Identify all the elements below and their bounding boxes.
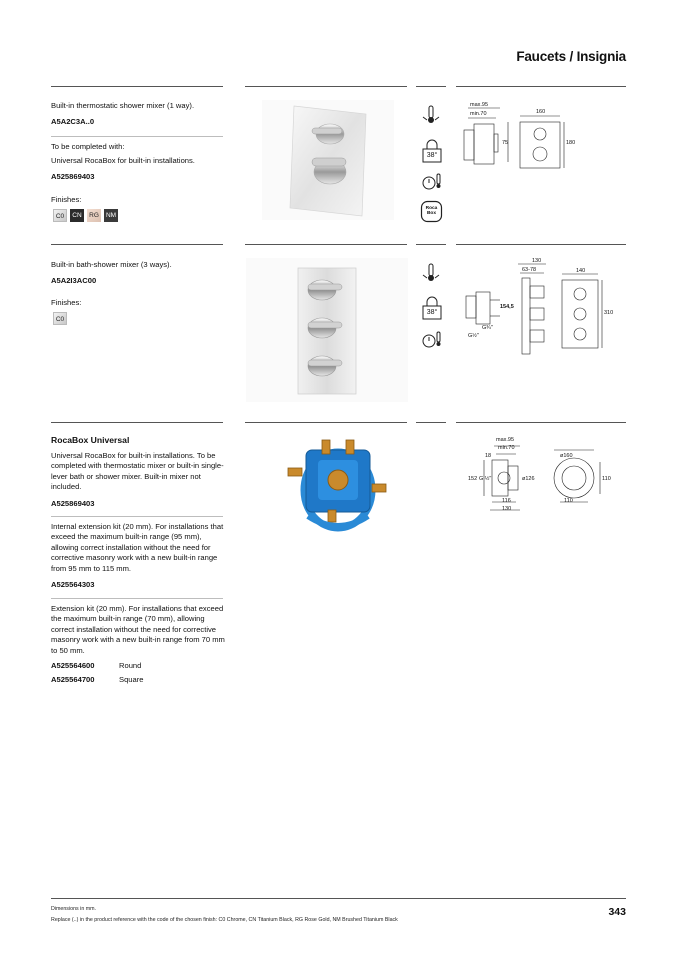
kit2-desc: Extension kit (20 mm). For installations that exceed the maximum built-in range (70 mm), allowing correct installation without the need for corrective masonry work with a new built-in range from 70 mm to 50 mm. (51, 604, 225, 655)
product1-finishes-label: Finishes: (51, 195, 82, 204)
section-rule (51, 422, 223, 423)
kit1-ref: A525564303 (51, 580, 95, 589)
footer-dims-note: Dimensions in mm. (51, 906, 97, 912)
finish-swatch-c0: C0 (53, 209, 67, 222)
product2-photo (246, 258, 408, 402)
section-rule (51, 244, 223, 245)
kit2-label-square: Square (119, 675, 144, 684)
section-rule (416, 422, 446, 423)
dim-d160: ø160 (560, 453, 573, 459)
kit1-desc: Internal extension kit (20 mm). For installations that exceed the maximum built-in range (95 mm), allowing correct installation without the need for corrective masonry work with a new built-in range from 95 mm to 115 mm. (51, 522, 224, 573)
product1-complete-text: Universal RocaBox for built-in installations. (51, 156, 195, 165)
kit2-ref-square: A525564700 (51, 675, 95, 684)
section-rule (245, 422, 407, 423)
rocabox-icon (420, 200, 443, 223)
product2-ref: A5A2I3AC00 (51, 276, 97, 285)
dim-18: 18 (485, 453, 492, 459)
section-rule (456, 244, 626, 245)
product1-photo (262, 100, 394, 220)
section-rule (416, 86, 446, 87)
dim-height: 180 (566, 140, 576, 146)
dim-width: 160 (536, 109, 546, 115)
product3-desc: Universal RocaBox for built-in installations. To be completed with thermostatic mixer or built-in single-lever bath or shower mixer. Built-in mixer not included. (51, 451, 224, 492)
dim-max: max.95 (470, 102, 489, 108)
page-number: 343 (608, 906, 626, 918)
divider (51, 598, 223, 599)
product1-complete-label: To be completed with: (51, 142, 125, 151)
kit2-ref-round: A525564600 (51, 661, 95, 670)
divider (51, 136, 223, 137)
product2-finishes-label: Finishes: (51, 298, 82, 307)
temperature-timer-icon (420, 329, 442, 351)
dim-130: 130 (502, 506, 512, 512)
dim-g3-4: G¾" (482, 325, 493, 331)
dim-depth: 154,5 (500, 304, 514, 310)
section-rule (245, 86, 407, 87)
thermostatic-icon (420, 104, 442, 126)
rocabox-icon-label-2: Box (426, 211, 437, 216)
section-rule (456, 86, 626, 87)
product2-technical-drawing (458, 256, 618, 366)
product1-ref: A5A2C3A..0 (51, 117, 95, 126)
rocabox-icon-label-1: Roca (425, 206, 438, 211)
dim-152: 152 (468, 476, 478, 482)
dim-g1-2: G½" (468, 333, 479, 339)
section-rule (51, 86, 223, 87)
kit2-label-round: Round (119, 661, 142, 670)
product3-photo (268, 432, 410, 550)
dim-range: 63-78 (522, 267, 537, 273)
dim-top: 130 (532, 258, 542, 264)
safety-lock-38-icon (420, 139, 444, 163)
product1-title: Built-in thermostatic shower mixer (1 way). (51, 101, 195, 110)
dim-g-half: G ½" (479, 476, 492, 482)
footer-rule (51, 898, 626, 899)
finish-swatch-rg: RG (87, 209, 101, 222)
section-rule (416, 244, 446, 245)
product2-title: Built-in bath-shower mixer (3 ways). (51, 260, 172, 269)
finish-swatch-nm: NM (104, 209, 118, 222)
page-title: Faucets / Insignia (516, 49, 626, 64)
product1-complete-ref: A525869403 (51, 172, 95, 181)
dim-116: 116 (502, 498, 511, 504)
safety-lock-38-icon (420, 296, 444, 320)
dim-height: 310 (604, 310, 614, 316)
dim-min: min.70 (498, 445, 515, 451)
finish-swatch-c0: C0 (53, 312, 67, 325)
dim-110-bottom: 110 (564, 498, 573, 504)
section-rule (245, 244, 407, 245)
dim-min: min.70 (470, 111, 487, 117)
product3-title: RocaBox Universal (51, 435, 130, 445)
temperature-timer-icon (420, 171, 442, 193)
section-rule (456, 422, 626, 423)
product3-technical-drawing (464, 434, 614, 518)
dim-width: 140 (576, 268, 586, 274)
dim-110-right: 110 (602, 476, 611, 482)
dim-d126: ø126 (522, 476, 535, 482)
footer-replace-note: Replace (..) in the product reference with the code of the chosen finish: C0 Chrome, CN Titanium Black, RG Rose Gold, NM Brushed Titanium Black (51, 917, 398, 923)
product3-ref: A525869403 (51, 499, 95, 508)
thermostatic-icon (420, 262, 442, 284)
safety-lock-label: 38° (426, 309, 438, 316)
finish-swatch-cn: CN (70, 209, 84, 222)
divider (51, 516, 223, 517)
product1-technical-drawing (458, 100, 588, 170)
safety-lock-label: 38° (426, 152, 438, 159)
dim-max: max.95 (496, 437, 515, 443)
dim-depth: 75 (502, 140, 509, 146)
